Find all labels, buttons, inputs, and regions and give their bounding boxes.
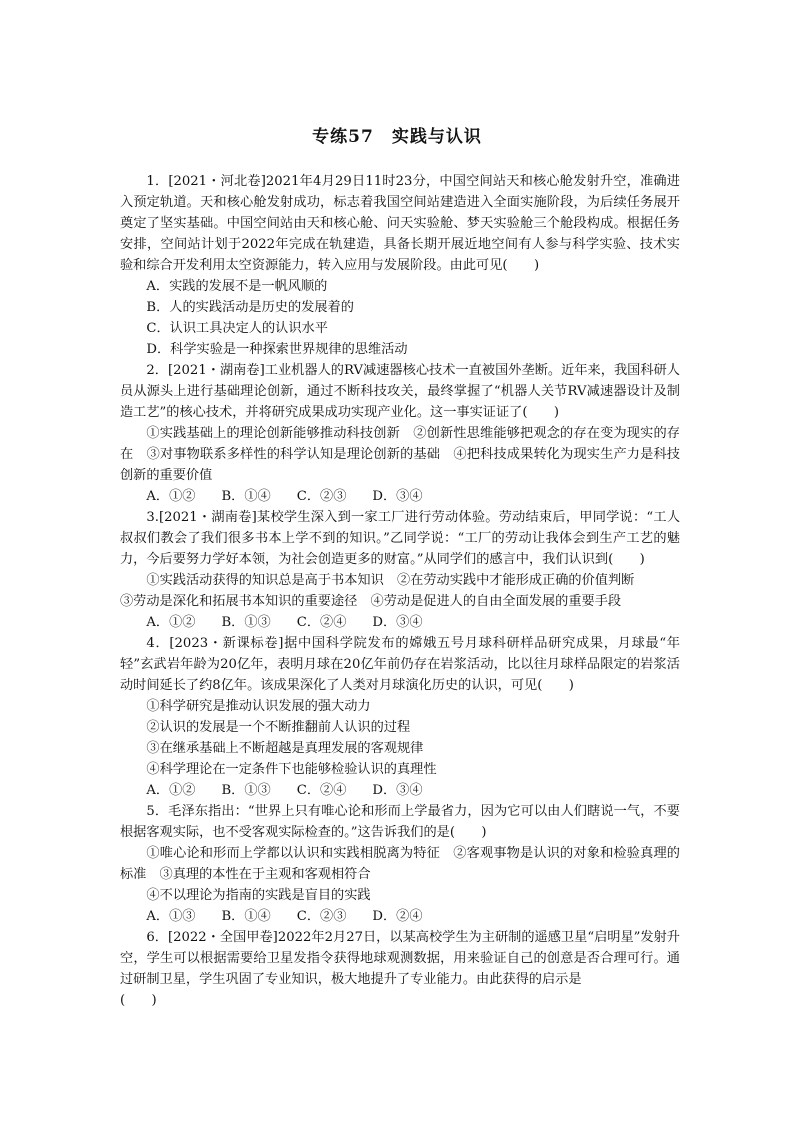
question-4-item-2: ②认识的发展是一个不断推翻前人认识的过程 — [146, 720, 411, 735]
choice-b: B．①④ — [221, 909, 271, 924]
question-1-option-c: C．认识工具决定人的认识水平 — [146, 321, 328, 336]
question-4-stem: 4．[2023・新课标卷]据中国科学院发布的嫦娥五号月球科研样品研究成果，月球最“年轻”玄武岩年龄为20亿年，表明月球在20亿年前仍存在岩浆活动，比以往月球样品限定的岩浆活动时间延长了约8亿年。该成果深化了人类对月球演化历史的认识，可见( ) — [120, 636, 680, 693]
choice-d: D．②④ — [372, 909, 423, 924]
question-1-option-b: B．人的实践活动是历史的发展着的 — [146, 300, 354, 315]
question-2-choices — [120, 486, 680, 507]
question-4-item-3: ③在继承基础上不断超越是真理发展的客观规律 — [146, 741, 424, 756]
choice-b: B．①③ — [221, 783, 271, 798]
question-3-choices — [120, 612, 680, 633]
question-6-blank: ( ) — [120, 993, 157, 1008]
choice-c: C．②④ — [296, 783, 347, 798]
question-4-choices — [120, 780, 680, 801]
question-2-stem: 2．[2021・湖南卷]工业机器人的RV减速器核心技术一直被国外垄断。近年来，我国科研人员从源头上进行基础理论创新，通过不断科技攻关，最终掌握了“机器人关节RV减速器设计及制造工艺”的核心技术，并将研究成果成功实现产业化。这一事实证证了( ) — [120, 363, 680, 420]
choice-a: A．①② — [146, 489, 196, 504]
question-3-items-line-2: ③劳动是深化和拓展书本知识的重要途径 ④劳动是促进人的自由全面发展的重要手段 — [120, 594, 622, 609]
question-1-stem: 1．[2021・河北卷]2021年4月29日11时23分，中国空间站天和核心舱发射升空，准确进入预定轨道。天和核心舱发射成功，标志着我国空间站建造进入全面实施阶段，为后续任务展开奠定了坚实基础。中国空间站由天和核心舱、问天实验舱、梦天实验舱三个舱段构成。根据任务安排，空间站计划于2022年完成在轨建造，具备长期开展近地空间有人参与科学实验、技术实验和综合开发利用太空资源能力，转入应用与发展阶段。由此可见( ) — [120, 174, 680, 273]
question-3-stem: 3.[2021・湖南卷]某校学生深入到一家工厂进行劳动体验。劳动结束后，甲同学说：“工人叔叔们教会了我们很多书本上学不到的知识。”乙同学说：“工厂的劳动让我体会到生产工艺的魅力，今后要努力学好本领，为社会创造更多的财富。”从同学们的感言中，我们认识到( ) — [120, 510, 680, 567]
choice-b: B．①③ — [221, 615, 271, 630]
choice-d: D．③④ — [372, 783, 423, 798]
question-5-stem: 5．毛泽东指出：“世界上只有唯心论和形而上学最省力，因为它可以由人们瞎说一气，不要根据客观实际，也不受客观实际检查的。”这告诉我们的是( ) — [120, 804, 680, 840]
choice-c: C．②③ — [296, 489, 347, 504]
choice-a: A．①② — [146, 783, 196, 798]
question-6-stem: 6．[2022・全国甲卷]2022年2月27日，以某高校学生为主研制的遥感卫星“启明星”发射升空，学生可以根据需要给卫星发指令获得地球观测数据，用来验证自己的创意是否合理可行。通过研制卫星，学生巩固了专业知识，极大地提升了专业能力。由此获得的启示是 — [120, 930, 680, 987]
question-3-items-line-1: ①实践活动获得的知识总是高于书本知识 ②在劳动实践中才能形成正确的价值判断 — [146, 573, 635, 588]
choice-d: D．③④ — [372, 615, 423, 630]
choice-b: B．①④ — [221, 489, 271, 504]
choice-d: D．③④ — [372, 489, 423, 504]
question-5-item-4: ④不以理论为指南的实践是盲目的实践 — [146, 888, 371, 903]
question-1-option-d: D．科学实验是一种探索世界规律的思维活动 — [146, 342, 408, 357]
question-5-choices — [120, 906, 680, 927]
choice-a: A．①③ — [146, 909, 196, 924]
question-1-option-a: A．实践的发展不是一帆风顺的 — [146, 279, 328, 294]
question-4-item-4: ④科学理论在一定条件下也能够检验认识的真理性 — [146, 762, 437, 777]
choice-a: A．①② — [146, 615, 196, 630]
choice-c: C．②③ — [296, 909, 347, 924]
question-4-item-1: ①科学研究是推动认识发展的强大动力 — [146, 699, 371, 714]
question-5-items: ①唯心论和形而上学都以认识和实践相脱离为特征 ②客观事物是认识的对象和检验真理的标准 ③真理的本性在于主观和客观相符合 — [120, 846, 680, 882]
page-title: 专练57 实践与认识 — [312, 127, 482, 147]
document-body — [120, 171, 680, 1011]
choice-c: C．②④ — [296, 615, 347, 630]
question-2-items: ①实践基础上的理论创新能够推动科技创新 ②创新性思维能够把观念的存在变为现实的存在 ③对事物联系多样性的科学认知是理论创新的基础 ④把科技成果转化为现实生产力是科技创新的重要价值 — [120, 426, 680, 483]
